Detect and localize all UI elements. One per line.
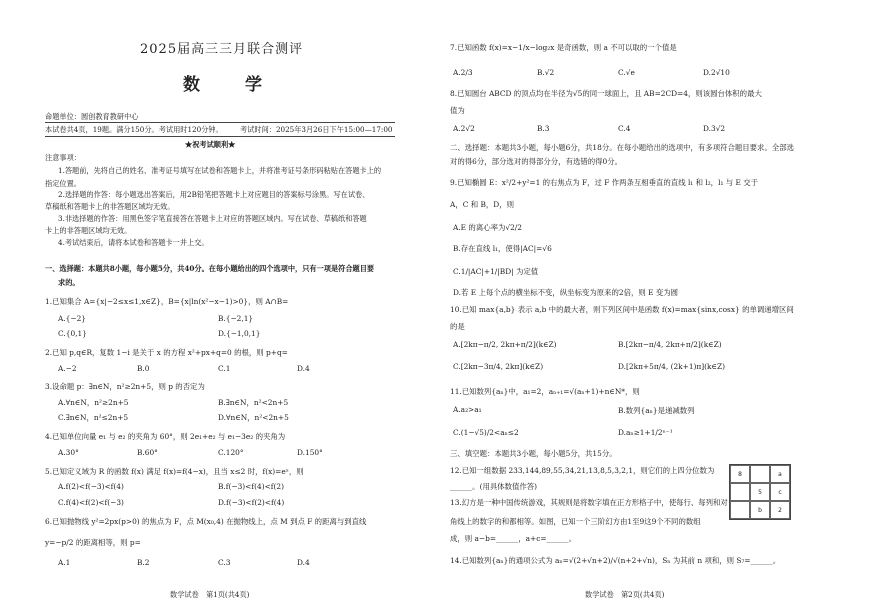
right.lines-line: 角线上的数字的和都相等。如图，已知一个三阶幻方由1至9这9个不同的数组: [450, 517, 701, 526]
right.lines-line: D.2√10: [703, 68, 730, 77]
left.lines-line: D.150°: [297, 448, 323, 457]
left.lines-line: A.f(2)<f(−3)<f(4): [58, 482, 124, 491]
right.lines-line: B.3: [537, 124, 550, 133]
right.lines-line: 对的得6分，部分选对的得部分分，有选错的得0分。: [450, 157, 623, 166]
left.lines-line: A.−2: [58, 364, 77, 373]
left.lines-line: 3.设命题 p：∃n∈N，n²≥2n+5，则 p 的否定为: [45, 382, 205, 391]
left.lines-line: 5.已知定义域为 R 的函数 f(x) 满足 f(x)=f(4−x)，且当 x≤2 时，f(x)=eˣ，则: [45, 467, 304, 476]
right.lines-line: 二、选择题：本题共3小题，每小题6分，共18分。在每小题给出的选项中，有多项符合题目要求。全部选: [450, 143, 795, 152]
right.lines-line: C.[2kπ−3π/4, 2kπ](k∈Z): [453, 362, 544, 371]
left.notes-line: 1.答题前，先将自己的姓名、准考证号填写在试卷和答题卡上，并将准考证号条形码粘贴在答题卡上的: [58, 166, 382, 175]
right.lines-line: ______。(用具体数值作答): [450, 482, 538, 491]
left.lines-line: C.3: [218, 558, 231, 567]
magic-square: [729, 464, 791, 520]
right.lines-line: D.3√2: [703, 124, 726, 133]
right.lines-line: B.存在直线 l₁，使得|AC|=√6: [453, 244, 552, 253]
page-footer: 数学试卷 第2页(共4页): [585, 590, 665, 599]
magic-square-cell: 5: [750, 483, 770, 501]
magic-square-cell: b: [750, 501, 770, 519]
right.lines-line: B.√2: [537, 68, 555, 77]
right.lines-line: A.[2kπ−π/2, 2kπ+π/2](k∈Z): [453, 340, 557, 349]
left.lines-line: C.∃n∈N，n²≤2n+5: [58, 413, 129, 422]
right.lines-line: 值为: [450, 106, 465, 115]
right.lines-line: C.√e: [618, 68, 635, 77]
exam-title: 2025届高三三月联合测评: [140, 42, 304, 57]
section-1-heading-cont: 求的。: [58, 278, 80, 287]
left.notes-line: 卡上的非答题区域均无效。: [45, 226, 132, 235]
left.lines-line: D.f(−3)<f(2)<f(4): [218, 498, 285, 507]
divider: [45, 136, 395, 137]
left.lines-line: C.120°: [218, 448, 244, 457]
right.lines-line: C.1/|AC|+1/|BD| 为定值: [453, 267, 539, 276]
left.lines-line: C.1: [218, 364, 231, 373]
left.lines-line: D.{−1,0,1}: [218, 329, 261, 338]
left.lines-line: B.2: [137, 558, 150, 567]
info-left: 本试卷共4页，19题。满分150分。考试用时120分钟。: [45, 125, 223, 134]
right.lines-line: A.2√2: [453, 124, 475, 133]
magic-square-cell: [750, 465, 770, 483]
left.lines-line: 2.已知 p,q∈R，复数 1−i 是关于 x 的方程 x²+px+q=0 的根，则 p+q=: [45, 348, 288, 357]
right.lines-line: B.[2kπ−π/4, 2kπ+π/2](k∈Z): [618, 340, 722, 349]
left.lines-line: A.∀n∈N，n²≥2n+5: [58, 398, 129, 407]
right.lines-line: 9.已知椭圆 E：x²/2+y²=1 的右焦点为 F，过 F 作两条互相垂直的直线 l₁ 和 l₂，l₁ 与 E 交于: [450, 178, 759, 187]
right.lines-line: D.aₙ≥1+1/2ⁿ⁻¹: [618, 428, 673, 437]
left.lines-line: B.60°: [137, 448, 158, 457]
right.lines-line: 10.已知 max{a,b} 表示 a,b 中的最大者，则下列区间中是函数 f(x)=max{sinx,cosx} 的单调递增区间: [450, 305, 794, 314]
banner: ★祝考试顺利★: [185, 140, 236, 149]
right-page: [435, 0, 870, 615]
right.lines-line: 成，则 a−b=______，a+c=______。: [450, 534, 577, 543]
right.lines-line: 14.已知数列{aₙ}的通项公式为 aₙ=√(2+√n+2)/√(n+2+√n)，Sₙ 为其前 n 项和，则 S₇=______。: [450, 556, 781, 565]
left.notes-line: 4.考试结束后，请将本试卷和答题卡一并上交。: [58, 238, 209, 247]
left.lines-line: 6.已知抛物线 y²=2px(p>0) 的焦点为 F，点 M(x₀,4) 在抛物线上，点 M 到点 F 的距离与到直线: [45, 517, 367, 526]
left.lines-line: D.4: [297, 364, 310, 373]
left.lines-line: B.0: [137, 364, 150, 373]
magic-square-cell: c: [770, 483, 790, 501]
left.lines-line: B.∃n∈N，n²<2n+5: [218, 398, 289, 407]
magic-square-cell: [730, 501, 750, 519]
right.lines-line: B.数列{aₙ}是递减数列: [618, 406, 695, 415]
right.lines-line: 的是: [450, 322, 465, 331]
right.lines-line: 8.已知圆台 ABCD 的顶点均在半径为√5的同一球面上，且 AB=2CD=4，则该圆台体积的最大: [450, 89, 762, 98]
left.lines-line: 1.已知集合 A={x|−2≤x≤1,x∈Z}，B={x|ln(x²−x−1)>0}，则 A∩B=: [45, 297, 289, 306]
right.lines-line: 13.幻方是一种中国传统游戏，其规则是将数字填在正方形格子中，使每行、每列和对: [450, 498, 728, 507]
info-right: 考试时间：2025年3月26日下午15:00—17:00: [240, 125, 393, 134]
left.lines-line: A.30°: [58, 448, 79, 457]
magic-square-cell: a: [770, 465, 790, 483]
left.lines-line: y=−p/2 的距离相等，则 p=: [45, 538, 141, 547]
left.lines-line: 4.已知单位向量 e₁ 与 e₂ 的夹角为 60°，则 2e₁+e₂ 与 e₁−3e₂ 的夹角为: [45, 432, 286, 441]
right.lines-line: A.E 的离心率为√2/2: [453, 223, 522, 232]
right.lines-line: 11.已知数列{aₙ}中，a₁=2，aₙ₊₁=√(aₙ+1)+n∈N*，则: [450, 387, 640, 396]
magic-square-cell: 2: [770, 501, 790, 519]
divider: [45, 122, 395, 123]
right.lines-line: 7.已知函数 f(x)=x−1/x−log₂x 是奇函数，则 a 不可以取的一个值是: [450, 43, 677, 52]
right.lines-line: A.2/3: [453, 68, 473, 77]
left.notes-line: 草稿纸和答题卡上的非答题区域均无效。: [45, 202, 175, 211]
right.lines-line: C.4: [618, 124, 631, 133]
magic-square-cell: 8: [730, 465, 750, 483]
page-footer: 数学试卷 第1页(共4页): [170, 590, 250, 599]
right.lines-line: C.(1−√5)/2<aₙ≤2: [453, 428, 519, 437]
org-line: 命题单位：圆创教育教研中心: [45, 112, 139, 121]
left.notes-line: 指定位置。: [45, 179, 81, 188]
right.lines-line: 12.已知一组数据 233,144,89,55,34,21,13,8,5,3,2,1，则它们的上四分位数为: [450, 466, 715, 475]
left.lines-line: D.∀n∈N，n²<2n+5: [218, 413, 289, 422]
left.lines-line: D.4: [297, 558, 310, 567]
left.lines-line: B.f(−3)<f(4)<f(2): [218, 482, 284, 491]
right.lines-line: A.a₂>a₁: [453, 405, 482, 414]
subject-title: 数 学: [183, 75, 276, 95]
right.lines-line: A，C 和 B，D，则: [450, 200, 515, 209]
left.notes-line: 3.非选择题的作答：用黑色签字笔直接答在答题卡上对应的答题区域内。写在试卷、草稿纸和答题: [58, 214, 367, 223]
left.lines-line: C.f(4)<f(2)<f(−3): [58, 498, 124, 507]
left.lines-line: B.{−2,1}: [218, 314, 254, 323]
right.lines-line: D.若 E 上每个点的横坐标不变，纵坐标变为原来的2倍，则 E 变为圆: [453, 288, 679, 297]
notes-heading: 注意事项：: [45, 153, 81, 162]
left.notes-line: 2.选择题的作答：每小题选出答案后，用2B铅笔把答题卡上对应题目的答案标号涂黑。写在试卷、: [58, 190, 370, 199]
left.lines-line: A.1: [58, 558, 71, 567]
section-1-heading: 一、选择题：本题共8小题，每小题5分，共40分。在每小题给出的四个选项中，只有一项是符合题目要: [45, 264, 375, 273]
right.lines-line: 三、填空题：本题共3小题，每小题5分，共15分。: [450, 449, 617, 458]
left.lines-line: C.{0,1}: [58, 329, 87, 338]
right.lines-line: D.[2kπ+5π/4, (2k+1)π](k∈Z): [618, 362, 726, 371]
magic-square-cell: [730, 483, 750, 501]
left-page: [0, 0, 415, 615]
left.lines-line: A.{−2}: [58, 314, 86, 323]
